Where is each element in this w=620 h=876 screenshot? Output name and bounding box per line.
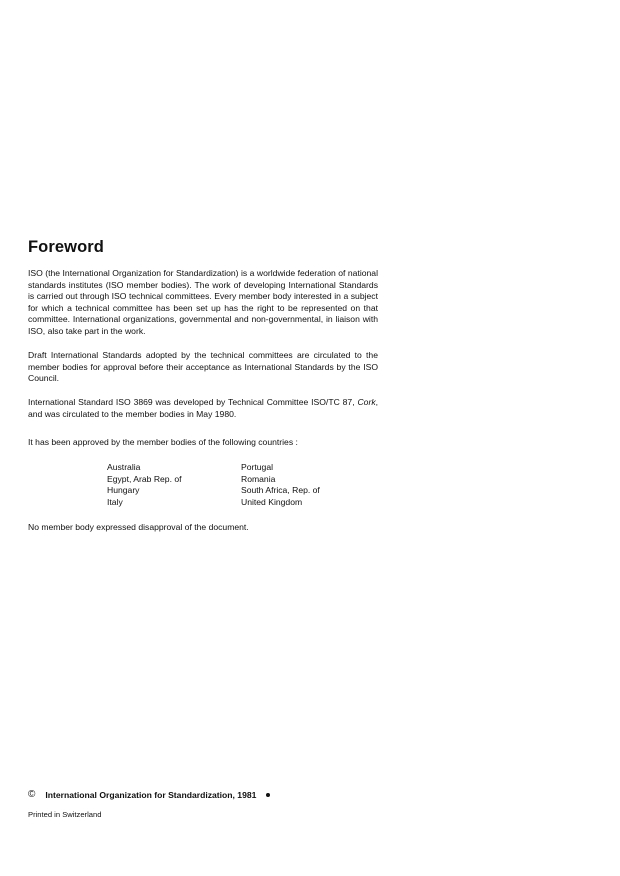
- country-item: Egypt, Arab Rep. of: [107, 473, 182, 484]
- copyright-icon: ©: [28, 789, 36, 800]
- committee-name: Cork: [357, 397, 376, 407]
- country-item: South Africa, Rep. of: [241, 485, 320, 495]
- page-title: Foreword: [28, 238, 104, 256]
- paragraph-3-prefix: International Standard ISO 3869 was developed by Technical Committee ISO/TC 87,: [28, 397, 355, 407]
- country-item: Hungary: [107, 485, 140, 495]
- printed-in-note: Printed in Switzerland: [28, 810, 102, 819]
- paragraph-iso-description: ISO (the International Organization for Standardization) is a worldwide federation of national standards institutes (ISO member bodies). The work of developing International Standards is carried out through ISO technical committees. Every member body interested in a subject for which a technical committee has been set up has the right to be represented on that committee. International organizations, governmental and non-governmental, in liaison with ISO, also take part in the work.: [28, 268, 378, 336]
- paragraph-approval: It has been approved by the member bodies of the following countries :: [28, 437, 298, 447]
- country-item: Australia: [107, 462, 141, 472]
- countries-left-column: [107, 462, 182, 508]
- country-item: Italy: [107, 496, 123, 507]
- country-item: Portugal: [241, 462, 274, 472]
- paragraph-no-disapproval: No member body expressed disapproval of the document.: [28, 522, 249, 532]
- country-item: United Kingdom: [241, 496, 303, 507]
- paragraph-standard-development: [28, 397, 378, 420]
- country-item: Romania: [241, 473, 276, 484]
- paragraph-draft-standards: Draft International Standards adopted by the technical committees are circulated to the member bodies for approval before their acceptance as International Standards by the ISO Council.: [28, 350, 378, 383]
- paragraph-3-suffix: , and was circulated to the member bodies in May 1980.: [28, 397, 379, 419]
- copyright-line: [28, 789, 270, 800]
- bullet-dot-icon: [266, 793, 270, 797]
- copyright-text: International Organization for Standardization, 1981: [45, 789, 257, 800]
- countries-right-column: [241, 462, 320, 508]
